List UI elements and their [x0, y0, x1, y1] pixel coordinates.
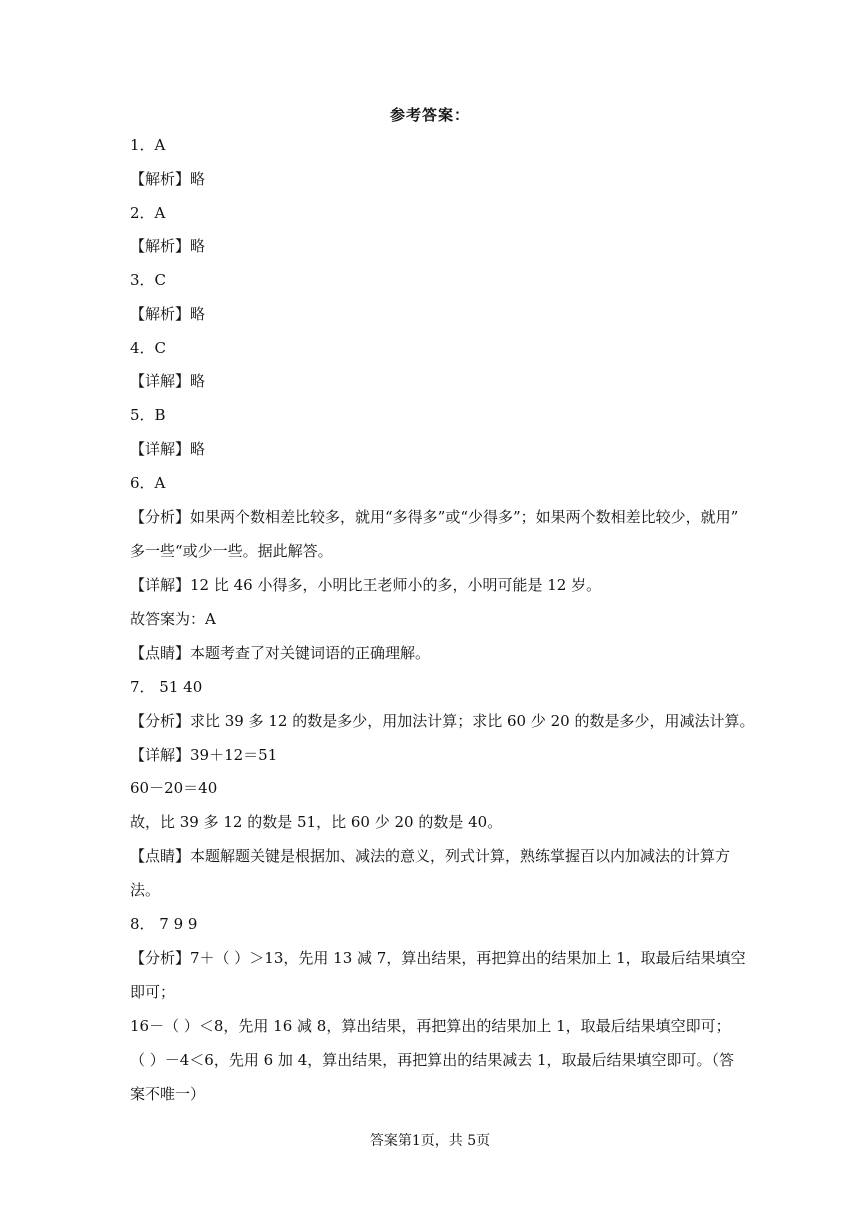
answer-8: 8． 7 9 9 — [130, 915, 198, 933]
conclusion-6: 故答案为：A — [130, 610, 216, 628]
answer-6: 6．A — [130, 474, 166, 492]
answer-3: 3．C — [130, 271, 167, 289]
answer-5: 5．B — [130, 406, 166, 424]
answer-2: 2．A — [130, 204, 166, 222]
detail-5: 【详解】略 — [130, 440, 206, 458]
analysis-2: 【解析】略 — [130, 237, 206, 255]
analysis-8-cont: 即可； — [130, 983, 176, 1001]
analysis-8: 【分析】7＋（ ）＞13，先用 13 减 7，算出结果，再把算出的结果加上 1，取最后结果填空 — [130, 949, 746, 967]
analysis-6: 【分析】如果两个数相差比较多，就用“多得多”或“少得多”；如果两个数相差比较少，就用” — [130, 508, 739, 526]
conclusion-7: 故，比 39 多 12 的数是 51，比 60 少 20 的数是 40。 — [130, 813, 503, 831]
analysis-8-part3: （ ）－4＜6，先用 6 加 4，算出结果，再把算出的结果减去 1，取最后结果填空即可。（答 — [130, 1051, 735, 1069]
analysis-8-part3-cont: 案不唯一） — [130, 1085, 206, 1103]
analysis-3: 【解析】略 — [130, 305, 206, 323]
remark-7-cont: 法。 — [130, 881, 161, 899]
detail-4: 【详解】略 — [130, 372, 206, 390]
answer-7: 7． 51 40 — [130, 678, 203, 696]
analysis-8-part2: 16－（ ）＜8，先用 16 减 8，算出结果，再把算出的结果加上 1，取最后结果填空即可； — [130, 1017, 731, 1035]
remark-6: 【点睛】本题考查了对关键词语的正确理解。 — [130, 644, 431, 662]
analysis-7: 【分析】求比 39 多 12 的数是多少，用加法计算；求比 60 少 20 的数是多少，用减法计算。 — [130, 712, 755, 730]
detail-6: 【详解】12 比 46 小得多，小明比王老师小的多，小明可能是 12 岁。 — [130, 576, 602, 594]
page-footer: 答案第1页，共 5页 — [369, 1133, 491, 1149]
remark-7: 【点睛】本题解题关键是根据加、减法的意义，列式计算，熟练掌握百以内加减法的计算方 — [130, 847, 731, 865]
analysis-1: 【解析】略 — [130, 170, 206, 188]
answer-1: 1．A — [130, 136, 166, 154]
detail-7-cont: 60－20＝40 — [130, 779, 218, 797]
detail-7: 【详解】39＋12＝51 — [130, 746, 278, 764]
page-title: 参考答案： — [389, 106, 470, 124]
analysis-6-cont: 多一些“或少一些。据此解答。 — [130, 542, 333, 560]
answer-4: 4．C — [130, 339, 167, 357]
